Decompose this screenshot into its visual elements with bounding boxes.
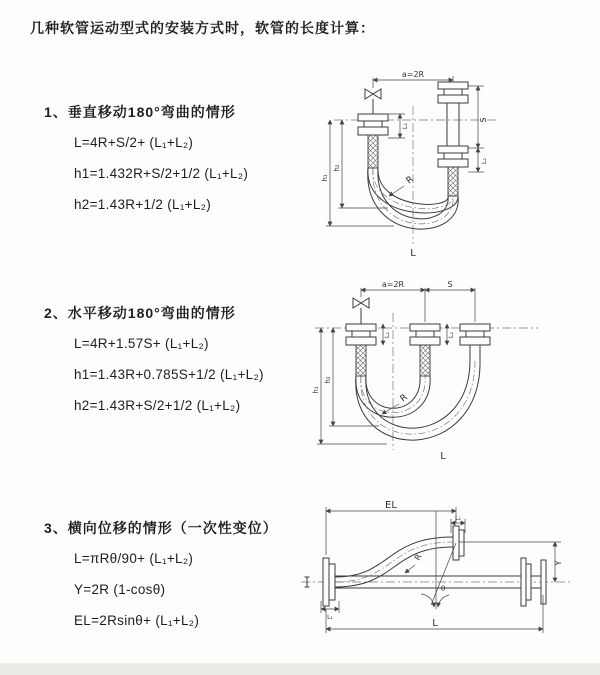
section-horizontal-180 — [44, 303, 264, 429]
diagram-horizontal-180-bend — [303, 278, 600, 463]
dim-label-r: R — [412, 552, 424, 562]
valve-icon — [365, 89, 381, 99]
displaced-s-curve-hose — [335, 537, 453, 587]
page-bottom-margin — [0, 663, 600, 675]
left-leg-valve-flange — [358, 89, 388, 168]
dim-label-r: R — [398, 392, 410, 405]
dim-label-h2: h₂ — [333, 164, 341, 172]
formula-l: L=4R+1.57S+ (L₁+L₂) — [74, 336, 209, 351]
hose-u-band-shifted — [356, 360, 480, 440]
flange — [410, 324, 440, 331]
dim-label-theta: θ — [441, 585, 446, 593]
formula-y: Y=2R (1-cosθ) — [74, 582, 166, 597]
dim-label-s: S — [479, 117, 488, 123]
flange — [346, 324, 376, 331]
dim-label-h1: h₁ — [312, 386, 320, 394]
dim-label-l1: L₁ — [401, 122, 409, 130]
right-flange — [521, 558, 546, 606]
dim-label-l: L — [410, 248, 416, 259]
flange — [438, 146, 468, 153]
braided-hose-section — [356, 345, 366, 376]
dim-label-l: L — [432, 618, 438, 629]
valve-icon — [353, 298, 369, 308]
braided-hose-section — [448, 167, 458, 196]
dim-label-y: Y — [554, 560, 563, 566]
upper-flange — [453, 526, 464, 560]
dim-label-l2: L₂ — [455, 515, 461, 522]
left-leg — [346, 298, 376, 376]
formula-el: EL=2Rsinθ+ (L₁+L₂) — [74, 613, 200, 628]
section-vertical-180 — [44, 102, 248, 228]
dim-label-h1: h₁ — [321, 174, 329, 182]
diagram-vertical-180-bend — [308, 68, 593, 263]
dim-label-a2r: a=2R — [381, 280, 405, 289]
dim-label-l1: L₁ — [327, 614, 333, 621]
section-2-heading: 2、水平移动180°弯曲的情形 — [44, 305, 236, 321]
diagram-lateral-displacement — [293, 497, 600, 652]
right-leg-flanges — [438, 82, 468, 196]
braided-hose-section — [420, 345, 430, 376]
braided-hose-section — [368, 135, 378, 168]
formula-h2: h2=1.43R+1/2 (L₁+L₂) — [74, 197, 212, 212]
dim-label-l2: L₂ — [447, 331, 455, 339]
dimensions — [312, 280, 475, 462]
dim-label-s: S — [447, 280, 453, 289]
flange — [438, 82, 468, 89]
formula-l: L=πRθ/90+ (L₁+L₂) — [74, 551, 194, 566]
flange — [358, 114, 388, 121]
formula-h1: h1=1.432R+S/2+1/2 (L₁+L₂) — [74, 166, 249, 181]
section-lateral-displacement — [44, 518, 278, 644]
dim-label-r: R — [404, 174, 416, 187]
dim-label-h2: h₂ — [324, 376, 332, 384]
dim-label-l1: L₁ — [383, 331, 391, 339]
right-leg — [460, 324, 490, 360]
flange — [460, 324, 490, 331]
formula-l: L=4R+S/2+ (L₁+L₂) — [74, 135, 194, 150]
dim-label-el: EL — [385, 500, 397, 511]
page-title: 几种软管运动型式的安装方式时，软管的长度计算： — [30, 20, 375, 36]
middle-leg — [410, 324, 440, 376]
section-1-heading: 1、垂直移动180°弯曲的情形 — [44, 104, 236, 120]
dim-label-a2r: a=2R — [401, 70, 425, 79]
left-flange — [323, 558, 335, 606]
dim-label-l2: L₂ — [480, 157, 488, 165]
section-3-heading: 3、横向位移的情形（一次性变位） — [44, 520, 278, 536]
dim-label-l: L — [440, 451, 446, 462]
formula-h2: h2=1.43R+S/2+1/2 (L₁+L₂) — [74, 398, 241, 413]
formula-h1: h1=1.43R+0.785S+1/2 (L₁+L₂) — [74, 367, 264, 382]
